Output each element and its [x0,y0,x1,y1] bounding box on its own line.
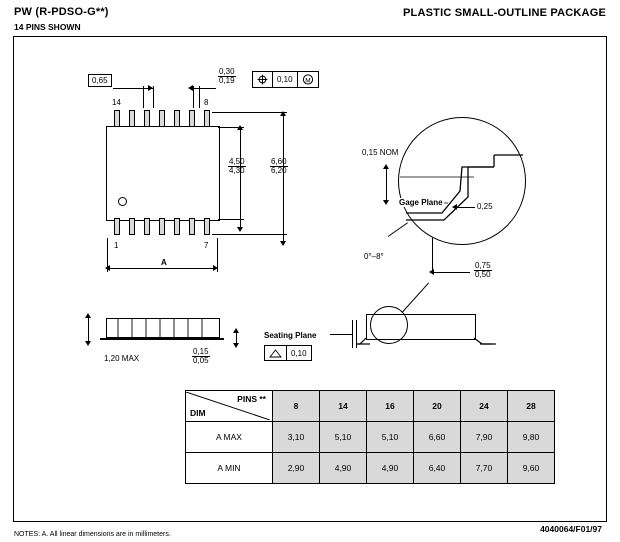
lead-top-6 [189,110,195,127]
body-width-max: 4,50 [229,157,245,166]
pin-number-14: 14 [112,98,121,107]
gage-nom-dimension: 0,15 NOM [362,148,399,157]
lead-bottom-2 [129,218,135,235]
overall-width-ext-bot [212,234,287,235]
lead-top-7 [204,110,210,127]
a-dim-line [108,268,216,269]
gage-plane-lead-profile [398,117,528,247]
seating-plane-leader [330,334,352,335]
lead-bottom-5 [174,218,180,235]
a-min-14: 4,90 [320,453,367,484]
row-label-a-min: A MIN [186,453,273,484]
table-header-row [186,391,555,422]
body-width-arrow-down [237,227,243,232]
standoff-detail-ext [432,238,433,274]
table-corner-cell [186,391,273,422]
overall-width-arrow-down [280,241,286,246]
a-min-28: 9,60 [508,453,555,484]
a-min-8: 2,90 [273,453,320,484]
table-col-4: 24 [461,391,508,422]
package-body-top-view [106,126,220,221]
table-dim-label: DIM [190,408,206,418]
lead-bottom-4 [159,218,165,235]
table-col-3: 20 [414,391,461,422]
corner-diagonal [186,392,270,420]
gage-nom-arrow-up [383,164,389,169]
package-title: PLASTIC SMALL-OUTLINE PACKAGE [403,7,606,19]
svg-text:M: M [304,77,311,85]
mmc-modifier-glyph [302,74,314,85]
pitch-dimension: 0,65 [88,74,112,87]
standoff-min-side: 0,05 [193,356,209,366]
gage-nom-arrow-down [383,200,389,205]
package-designator: PW (R-PDSO-G**) [14,6,109,18]
feature-control-frame [252,71,319,88]
height-arrow-down [85,341,91,346]
a-ext-left [107,238,108,272]
overall-width-min: 6,20 [271,166,287,176]
pin-number-7: 7 [204,241,209,250]
a-max-20: 6,60 [414,422,461,453]
pins-shown-note: 14 PINS SHOWN [14,22,81,32]
table-col-5: 28 [508,391,555,422]
pin-1-index-dot [118,197,127,206]
table-col-0: 8 [273,391,320,422]
seating-plane-fcf [264,345,312,361]
height-max-label: 1,20 MAX [104,354,140,363]
lead-top-3 [144,110,150,127]
lead-length-dimension: 0,25 [477,202,493,211]
standoff-side-arrow-up [233,328,239,333]
standoff-dimension-side [192,348,210,366]
table-col-1: 14 [320,391,367,422]
table-pins-label: PINS ** [237,394,266,404]
overall-width-dimension [270,158,288,176]
lead-top-5 [174,110,180,127]
lead-top-1 [114,110,120,127]
pitch-ext-line-1 [143,86,144,108]
lead-width-min: 0,19 [219,76,235,86]
a-min-20: 6,40 [414,453,461,484]
gage-nom-dim-line [386,167,387,203]
overall-width-dim-line [283,114,284,242]
dimension-table [185,390,555,484]
lead-bottom-1 [114,218,120,235]
standoff-side-arrow-down [233,343,239,348]
standoff-min-detail: 0,50 [475,270,491,280]
pin-number-1: 1 [114,241,119,250]
body-width-min: 4,30 [229,166,245,176]
gage-plane-label: Gage Plane [399,198,443,207]
standoff-max-detail: 0,75 [475,261,491,270]
gdt-tolerance-value: 0,10 [273,72,298,87]
seating-plane-label: Seating Plane [264,331,317,340]
lead-top-2 [129,110,135,127]
standoff-max-side: 0,15 [193,347,209,356]
a-min-24: 7,70 [461,453,508,484]
lead-width-max: 0,30 [219,67,235,76]
lead-bottom-6 [189,218,195,235]
a-ext-right [217,238,218,272]
side-view-lead-hatch [106,316,220,348]
a-max-14: 5,10 [320,422,367,453]
a-max-28: 9,80 [508,422,555,453]
flatness-symbol [265,346,287,360]
table-row [186,422,555,453]
a-max-16: 5,10 [367,422,414,453]
flatness-symbol-glyph [269,349,282,358]
footnote-text: NOTES: A. All linear dimensions are in millimeters. [14,531,171,538]
position-symbol-glyph [257,74,268,85]
standoff-dimension-detail [474,262,492,280]
lead-width-ext-1 [193,86,194,108]
height-arrow-up [85,313,91,318]
lead-length-arrow [452,204,457,210]
body-width-dim-line [240,128,241,228]
a-max-8: 3,10 [273,422,320,453]
body-width-ext-top [218,127,244,128]
body-width-dimension [228,158,246,176]
row-label-a-max: A MAX [186,422,273,453]
lead-bottom-7 [204,218,210,235]
lead-width-ext-2 [199,86,200,108]
seating-tolerance-value: 0,10 [291,348,307,358]
lead-bottom-3 [144,218,150,235]
a-min-16: 4,90 [367,453,414,484]
gdt-modifier [298,72,318,87]
overall-width-max: 6,60 [271,157,287,166]
lead-width-dimension [218,68,236,86]
position-symbol [253,72,273,87]
table-row [186,453,555,484]
body-width-ext-bot [218,219,244,220]
overall-width-ext-top [212,112,287,113]
a-dimension-label: A [157,258,171,267]
pitch-dim-line [113,88,153,89]
lead-length-leader [455,207,475,208]
lead-angle-label: 0°–8° [364,252,384,261]
height-ext-line [88,316,89,344]
side-view-seating-line [100,338,224,340]
table-col-2: 16 [367,391,414,422]
seating-plane-datum-line [352,320,353,348]
pitch-ext-line-2 [153,86,154,108]
document-number: 4040064/F01/97 [540,524,602,534]
standoff-detail-leader [432,272,470,273]
lead-top-4 [159,110,165,127]
a-max-24: 7,90 [461,422,508,453]
pin-number-8: 8 [204,98,209,107]
